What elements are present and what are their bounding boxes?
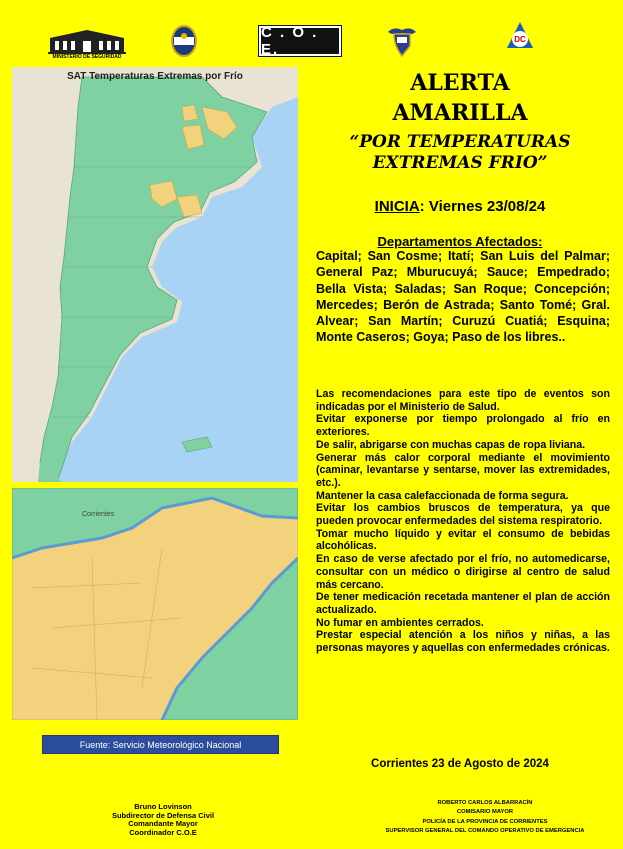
alert-subtitle-line1: “POR TEMPERATURAS	[349, 132, 571, 152]
issue-date: Corrientes 23 de Agosto de 2024	[371, 758, 549, 770]
corrientes-city-label: Corrientes	[82, 511, 115, 518]
recommendation-item: En caso de verse afectado por el frío, no automedicarse, consultar con un médico o dirigirse al centro de salud más cercano.	[316, 553, 610, 591]
recommendation-item: Mantener la casa calefaccionada de forma segura.	[316, 489, 569, 502]
police-shield-icon	[386, 24, 418, 63]
recommendations-list	[316, 388, 610, 655]
dc-label: DC	[514, 35, 526, 44]
recommendation-item: De salir, abrigarse con muchas capas de ropa liviana.	[316, 438, 586, 451]
inicia-label: INICIA	[374, 198, 420, 215]
logos-row	[0, 20, 623, 60]
recommendation-item: Generar más calor corporal mediante el movimiento (caminar, levantarse y sentarse, mover las extremidades, etc.).	[316, 451, 610, 489]
signature-line: Coordinador C.O.E	[129, 827, 197, 837]
coe-logo: C . O . E.	[259, 26, 341, 56]
alert-subtitle-line2: EXTREMAS FRIO”	[372, 153, 548, 173]
signature-line: POLICÍA DE LA PROVINCIA DE CORRIENTES	[422, 818, 548, 825]
national-seal-icon	[170, 24, 198, 63]
ministerio-label: MINISTERIO DE SEGURIDAD	[52, 54, 122, 60]
recommendation-item: Evitar exponerse por tiempo prolongado al frío en exteriores.	[316, 413, 610, 439]
defensa-civil-logo	[505, 20, 535, 57]
signature-line: Bruno Lovinson	[134, 802, 192, 811]
recommendation-item: Las recomendaciones para este tipo de eventos son indicadas por el Ministerio de Salud.	[316, 388, 610, 413]
fuente-caption: Fuente: Servicio Meteorológico Nacional	[42, 735, 279, 754]
inicia-line	[312, 198, 608, 215]
inicia-value: : Viernes 23/08/24	[419, 198, 546, 215]
departamentos-heading: Departamentos Afectados:	[377, 234, 543, 249]
recommendation-item: Evitar los cambios bruscos de temperatura, ya que pueden provocar enfermedades del sistema respiratorio.	[316, 502, 610, 528]
signature-left	[78, 803, 248, 837]
signature-line: COMISARIO MAYOR	[456, 809, 514, 816]
map-title: SAT Temperaturas Extremas por Frío	[67, 71, 243, 82]
recommendation-item: Tomar mucho líquido y evitar el consumo de bebidas alcohólicas.	[316, 527, 610, 553]
signature-line: ROBERTO CARLOS ALBARRACÍN	[437, 800, 533, 806]
signature-line: Subdirector de Defensa Civil	[111, 810, 215, 820]
signature-line: SUPERVISOR GENERAL DEL COMANDO OPERATIVO DE EMERGENCIA	[385, 827, 585, 834]
corrientes-zoom-map	[12, 488, 298, 720]
argentina-alert-map	[12, 67, 298, 482]
recommendation-item: De tener medicación recetada mantener el plan de acción actualizado.	[316, 591, 610, 616]
recommendation-item: No fumar en ambientes cerrados.	[316, 616, 484, 629]
signature-line: Comandante Mayor	[128, 819, 198, 829]
signature-right	[370, 799, 600, 836]
recommendation-item: Prestar especial atención a los niños y niñas, a las personas mayores y aquellas con enfermedades crónicas.	[316, 629, 610, 655]
alert-title-line1: ALERTA	[410, 70, 510, 96]
ministerio-logo	[46, 30, 128, 62]
alert-title-line2: AMARILLA	[392, 100, 528, 126]
departamentos-list: Capital; San Cosme; Itatí; San Luis del Palmar; General Paz; Mburucuyá; Sauce; Empedrado; Bella Vista; Saladas; San Roque; Concepción; Mercedes; Berón de Astrada; Santo Tomé; Gral. Alvear; San Martín; Curuzú Cuatiá; Esquina; Monte Caseros; Goya; Paso de los libres..	[316, 249, 610, 345]
